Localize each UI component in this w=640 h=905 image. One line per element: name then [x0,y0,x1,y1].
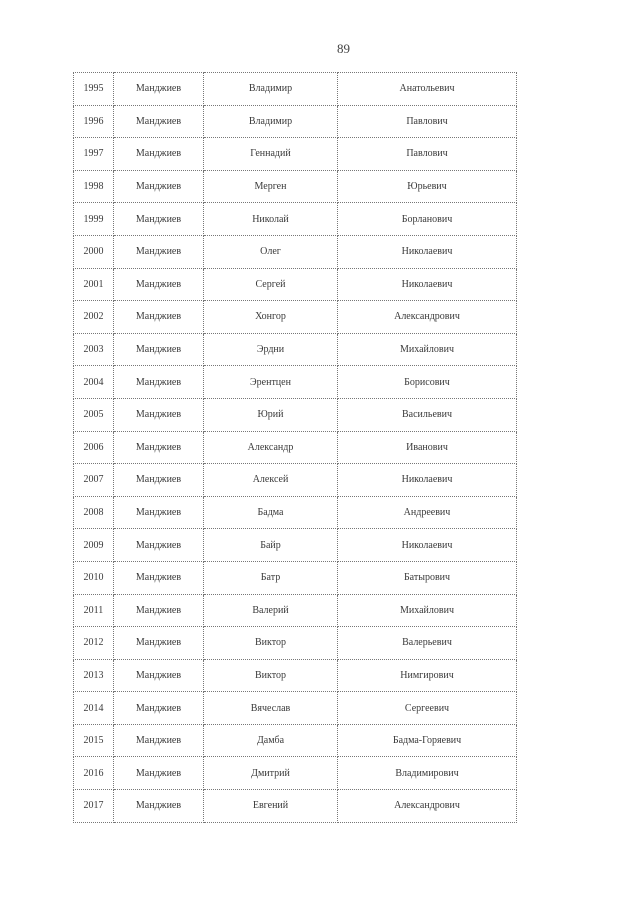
row-number-cell: 2016 [74,757,114,790]
table-row [74,203,517,236]
first-name-cell: Владимир [204,73,338,106]
page-number: 89 [337,41,350,56]
first-name-cell: Александр [204,431,338,464]
first-name-cell: Бадма [204,496,338,529]
surname-cell: Манджиев [114,398,204,431]
row-number-cell: 2017 [74,790,114,823]
roster-body [74,73,517,823]
surname-cell: Манджиев [114,73,204,106]
first-name-cell: Владимир [204,105,338,138]
row-number-cell: 2003 [74,333,114,366]
first-name-cell: Николай [204,203,338,236]
table-row [74,659,517,692]
table-row [74,431,517,464]
first-name-cell: Мерген [204,170,338,203]
patronymic-cell: Нимгирович [338,659,517,692]
patronymic-cell: Анатольевич [338,73,517,106]
first-name-cell: Сергей [204,268,338,301]
first-name-cell: Алексей [204,464,338,497]
surname-cell: Манджиев [114,170,204,203]
first-name-cell: Байр [204,529,338,562]
table-row [74,790,517,823]
patronymic-cell: Михайлович [338,333,517,366]
row-number-cell: 1997 [74,138,114,171]
table-row [74,692,517,725]
table-row [74,757,517,790]
patronymic-cell: Александрович [338,301,517,334]
surname-cell: Манджиев [114,138,204,171]
patronymic-cell: Николаевич [338,529,517,562]
table-row [74,366,517,399]
row-number-cell: 2006 [74,431,114,464]
surname-cell: Манджиев [114,301,204,334]
row-number-cell: 2010 [74,561,114,594]
table-row [74,301,517,334]
patronymic-cell: Васильевич [338,398,517,431]
row-number-cell: 2008 [74,496,114,529]
first-name-cell: Геннадий [204,138,338,171]
row-number-cell: 2000 [74,235,114,268]
surname-cell: Манджиев [114,627,204,660]
table-row [74,464,517,497]
surname-cell: Манджиев [114,203,204,236]
row-number-cell: 2002 [74,301,114,334]
first-name-cell: Олег [204,235,338,268]
table-row [74,529,517,562]
table-row [74,138,517,171]
table-row [74,73,517,106]
surname-cell: Манджиев [114,235,204,268]
first-name-cell: Хонгор [204,301,338,334]
table-row [74,594,517,627]
table-row [74,398,517,431]
patronymic-cell: Юрьевич [338,170,517,203]
row-number-cell: 2005 [74,398,114,431]
first-name-cell: Валерий [204,594,338,627]
patronymic-cell: Николаевич [338,464,517,497]
patronymic-cell: Валерьевич [338,627,517,660]
table-row [74,496,517,529]
patronymic-cell: Павлович [338,138,517,171]
surname-cell: Манджиев [114,529,204,562]
patronymic-cell: Борисович [338,366,517,399]
surname-cell: Манджиев [114,561,204,594]
row-number-cell: 2015 [74,724,114,757]
row-number-cell: 1999 [74,203,114,236]
first-name-cell: Виктор [204,627,338,660]
table-row [74,724,517,757]
patronymic-cell: Батырович [338,561,517,594]
row-number-cell: 2012 [74,627,114,660]
table-row [74,627,517,660]
surname-cell: Манджиев [114,790,204,823]
first-name-cell: Дамба [204,724,338,757]
patronymic-cell: Александрович [338,790,517,823]
surname-cell: Манджиев [114,268,204,301]
row-number-cell: 1995 [74,73,114,106]
first-name-cell: Виктор [204,659,338,692]
patronymic-cell: Николаевич [338,235,517,268]
patronymic-cell: Андреевич [338,496,517,529]
row-number-cell: 2001 [74,268,114,301]
row-number-cell: 2009 [74,529,114,562]
surname-cell: Манджиев [114,724,204,757]
surname-cell: Манджиев [114,366,204,399]
first-name-cell: Эрентцен [204,366,338,399]
patronymic-cell: Михайлович [338,594,517,627]
first-name-cell: Эрдни [204,333,338,366]
first-name-cell: Евгений [204,790,338,823]
table-row [74,105,517,138]
surname-cell: Манджиев [114,496,204,529]
table-row [74,268,517,301]
row-number-cell: 2014 [74,692,114,725]
surname-cell: Манджиев [114,757,204,790]
row-number-cell: 2007 [74,464,114,497]
first-name-cell: Дмитрий [204,757,338,790]
first-name-cell: Батр [204,561,338,594]
patronymic-cell: Николаевич [338,268,517,301]
surname-cell: Манджиев [114,431,204,464]
row-number-cell: 2004 [74,366,114,399]
patronymic-cell: Борланович [338,203,517,236]
row-number-cell: 2011 [74,594,114,627]
surname-cell: Манджиев [114,594,204,627]
surname-cell: Манджиев [114,105,204,138]
patronymic-cell: Владимирович [338,757,517,790]
row-number-cell: 1998 [74,170,114,203]
patronymic-cell: Бадма-Горяевич [338,724,517,757]
table-row [74,333,517,366]
table-row [74,170,517,203]
first-name-cell: Вячеслав [204,692,338,725]
table-row [74,561,517,594]
surname-cell: Манджиев [114,464,204,497]
surname-cell: Манджиев [114,692,204,725]
patronymic-cell: Иванович [338,431,517,464]
row-number-cell: 1996 [74,105,114,138]
row-number-cell: 2013 [74,659,114,692]
roster-table [73,72,517,823]
patronymic-cell: Павлович [338,105,517,138]
patronymic-cell: Сергеевич [338,692,517,725]
first-name-cell: Юрий [204,398,338,431]
surname-cell: Манджиев [114,333,204,366]
surname-cell: Манджиев [114,659,204,692]
table-row [74,235,517,268]
